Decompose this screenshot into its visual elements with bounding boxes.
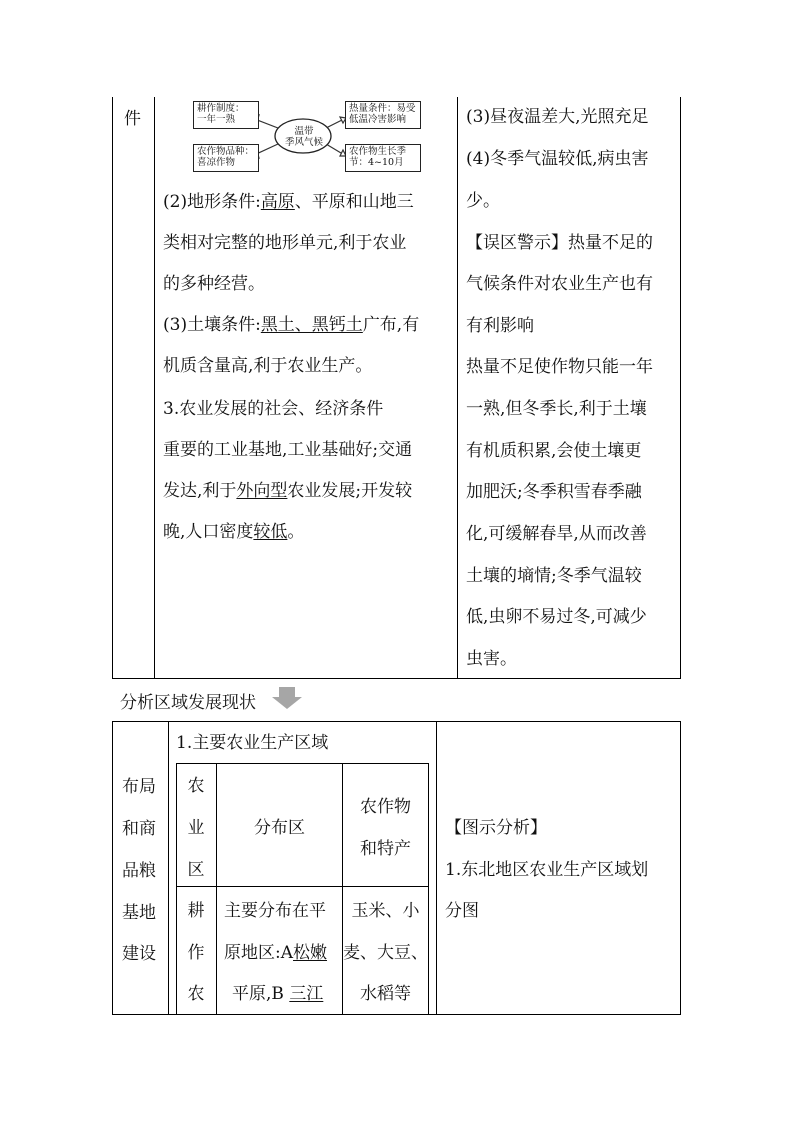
socio-economic-heading: 3.农业发展的社会、经济条件 xyxy=(163,399,384,419)
right-line-9: 有机质积累,会使土壤更 xyxy=(466,441,642,461)
soil-suffix: 广布,有 xyxy=(362,315,420,335)
terrain-prefix: (2)地形条件: xyxy=(163,192,261,212)
diagram-box-farming-system xyxy=(193,101,259,129)
right-line-2: (4)冬季气温较低,病虫害 xyxy=(466,149,649,169)
soil-keyword: 黑土、黑钙土 xyxy=(260,315,363,335)
lower-left-label-1: 布局 xyxy=(122,777,156,797)
diagram-box-farming-system-l1: 耕作制度： xyxy=(197,103,245,114)
soil-line-2: 机质含量高,利于农业生产。 xyxy=(163,356,373,376)
right-line-12: 土壤的墒情;冬季气温较 xyxy=(466,566,642,586)
upper-col-divider-1 xyxy=(154,97,155,679)
section-heading: 分析区域发展现状 xyxy=(120,693,256,713)
diagram-box-crop-variety-l2: 喜凉作物 xyxy=(197,157,236,168)
right-line-5: 气候条件对农业生产也有 xyxy=(466,274,653,294)
diagram-box-growing-season xyxy=(345,144,421,172)
row1-col2-line3 xyxy=(232,984,323,1004)
soil-prefix: (3)土壤条件: xyxy=(163,315,261,335)
inner-header-divider xyxy=(176,886,429,887)
diagram-box-heat-condition xyxy=(345,101,421,129)
header-col1-char1: 农 xyxy=(187,776,205,796)
diagram-box-growing-season-l2: 节：4~10月 xyxy=(349,157,404,168)
socio-line-2-keyword: 外向型 xyxy=(236,481,288,501)
diagram-box-farming-system-l2: 一年一熟 xyxy=(197,114,236,125)
right-line-8: 一熟,但冬季长,利于土壤 xyxy=(466,399,647,419)
inner-left-border xyxy=(176,763,177,1014)
row1-col3-line3: 水稻等 xyxy=(360,984,411,1004)
socio-line-3-prefix: 晚,人口密度 xyxy=(163,522,254,542)
socio-line-3-keyword: 较低 xyxy=(253,522,288,542)
right-line-11: 化,可缓解春旱,从而改善 xyxy=(466,524,647,544)
inner-right-border xyxy=(428,763,429,1014)
diagram-analysis-heading: 【图示分析】 xyxy=(445,818,547,838)
right-line-3: 少。 xyxy=(466,191,500,211)
row1-col1-char3: 农 xyxy=(187,984,205,1004)
socio-line-3 xyxy=(163,522,304,542)
socio-line-1: 重要的工业基地,工业基础好;交通 xyxy=(163,440,413,460)
inner-col-divider-1 xyxy=(216,763,217,1014)
lower-left-label-5: 建设 xyxy=(122,944,156,964)
diagram-box-crop-variety-l1: 农作物品种： xyxy=(197,146,255,157)
header-col3-line2: 和特产 xyxy=(360,839,411,859)
lower-left-label-2: 和商 xyxy=(122,819,156,839)
diagram-center-line2: 季风气候 xyxy=(284,137,323,148)
lower-left-label-4: 基地 xyxy=(122,903,156,923)
row1-col2-line1: 主要分布在平 xyxy=(224,901,326,921)
row1-col2-line2 xyxy=(224,943,327,963)
terrain-keyword: 高原 xyxy=(260,192,295,212)
diagram-center xyxy=(277,126,331,148)
terrain-condition-line xyxy=(163,192,414,212)
right-line-10: 加肥沃;冬季积雪春季融 xyxy=(466,482,642,502)
diagram-center-line1: 温带 xyxy=(294,126,314,137)
diagram-analysis-line-2: 分图 xyxy=(445,901,479,921)
row1-col1-char1: 耕 xyxy=(187,901,205,921)
lower-left-border xyxy=(112,721,113,1015)
socio-line-2-prefix: 发达,利于 xyxy=(163,481,237,501)
misconception-heading: 【误区警示】热量不足的 xyxy=(466,233,653,253)
songnen-keyword: 松嫩 xyxy=(293,943,328,963)
terrain-line-2: 类相对完整的地形单元,利于农业 xyxy=(163,233,407,253)
socio-line-2 xyxy=(163,481,412,501)
sanjiang-keyword: 三江 xyxy=(289,984,324,1004)
soil-condition-line xyxy=(163,315,419,335)
upper-col-divider-2 xyxy=(457,97,458,679)
header-col1-char2: 业 xyxy=(187,818,205,838)
row1-col2-line3-prefix: 平原,B xyxy=(232,984,290,1004)
production-area-heading: 1.主要农业生产区域 xyxy=(176,733,329,753)
right-line-14: 虫害。 xyxy=(466,649,517,669)
upper-bottom-border xyxy=(112,678,681,679)
lower-top-border xyxy=(112,721,681,722)
diagram-box-heat-condition-l1: 热量条件：易受 xyxy=(349,103,416,114)
terrain-line-3: 的多种经营。 xyxy=(163,274,265,294)
diagram-analysis-line-1: 1.东北地区农业生产区域划 xyxy=(445,860,649,880)
right-line-13: 低,虫卵不易过冬,可减少 xyxy=(466,607,647,627)
right-line-1: (3)昼夜温差大,光照充足 xyxy=(466,107,649,127)
lower-col-divider-1 xyxy=(168,721,169,1015)
row1-col1-char2: 作 xyxy=(187,943,205,963)
upper-left-label: 件 xyxy=(124,109,141,129)
right-line-7: 热量不足使作物只能一年 xyxy=(466,357,653,377)
header-col3-line1: 农作物 xyxy=(360,797,411,817)
diagram-box-growing-season-l1: 农作物生长季 xyxy=(349,146,407,157)
row1-col3-line2: 麦、大豆、 xyxy=(343,943,428,963)
header-col2: 分布区 xyxy=(254,818,305,838)
down-arrow-icon xyxy=(272,687,302,711)
lower-left-label-3: 品粮 xyxy=(122,861,156,881)
socio-line-2-suffix: 农业发展;开发较 xyxy=(287,481,413,501)
lower-col-divider-2 xyxy=(436,721,437,1015)
header-col1-char3: 区 xyxy=(187,860,205,880)
row1-col2-line2-prefix: 原地区:A xyxy=(224,943,294,963)
lower-bottom-border xyxy=(112,1014,681,1015)
socio-line-3-suffix: 。 xyxy=(287,522,305,542)
diagram-box-heat-condition-l2: 低温冷害影响 xyxy=(349,114,407,125)
right-line-6: 有利影响 xyxy=(466,316,534,336)
terrain-suffix: 、平原和山地三 xyxy=(294,192,414,212)
upper-left-border xyxy=(112,97,113,679)
row1-col3-line1: 玉米、小 xyxy=(351,901,420,921)
upper-right-border xyxy=(680,97,681,679)
diagram-box-crop-variety xyxy=(193,144,259,172)
lower-right-border xyxy=(680,721,681,1015)
inner-top-border xyxy=(176,763,429,764)
